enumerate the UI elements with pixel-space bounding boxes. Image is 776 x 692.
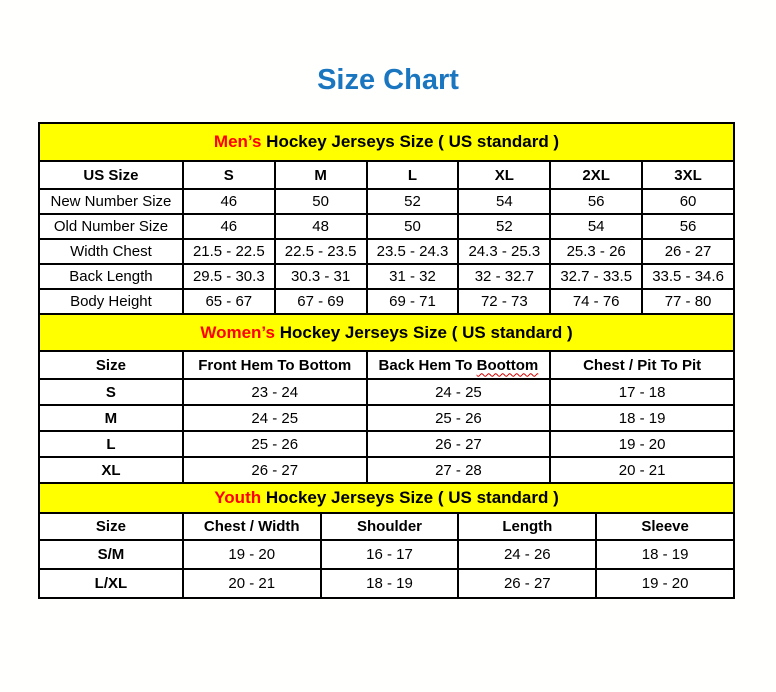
size-value-cell: 19 - 20 [596,569,734,598]
size-value-cell: 67 - 69 [275,289,367,314]
youth-row [39,569,734,598]
womens-row [39,457,734,483]
mens-column-header: 2XL [550,161,642,189]
size-value-cell: 27 - 28 [367,457,551,483]
youth-section [38,482,735,599]
size-value-cell: 19 - 20 [183,540,321,569]
mens-size-table [38,160,735,315]
womens-column-header: Chest / Pit To Pit [550,351,734,379]
youth-row [39,540,734,569]
size-value-cell: 22.5 - 23.5 [275,239,367,264]
womens-section [38,313,735,484]
youth-column-header: Size [39,513,183,540]
youth-section-heading [38,482,735,514]
size-value-cell: 46 [183,189,275,214]
womens-section-heading [38,313,735,352]
size-value-cell: 32.7 - 33.5 [550,264,642,289]
mens-column-header: L [367,161,459,189]
size-value-cell: 19 - 20 [550,431,734,457]
size-value-cell: 65 - 67 [183,289,275,314]
row-label: L/XL [39,569,183,598]
youth-heading-accent: Youth [214,488,262,507]
size-value-cell: 18 - 19 [550,405,734,431]
row-label: XL [39,457,183,483]
column-header-text: Back Hem To [378,356,477,374]
row-label: Back Length [39,264,183,289]
page-title: Size Chart [317,64,459,96]
size-value-cell: 72 - 73 [458,289,550,314]
size-value-cell: 24 - 25 [367,379,551,405]
mens-row [39,239,734,264]
mens-row [39,214,734,239]
row-label: Width Chest [39,239,183,264]
womens-column-header [367,351,551,379]
row-label: New Number Size [39,189,183,214]
size-value-cell: 18 - 19 [321,569,459,598]
youth-heading-rest: Hockey Jerseys Size ( US standard ) [261,488,559,507]
mens-row [39,189,734,214]
size-value-cell: 56 [550,189,642,214]
size-value-cell: 17 - 18 [550,379,734,405]
mens-column-header: M [275,161,367,189]
size-value-cell: 50 [275,189,367,214]
womens-size-table [38,350,735,484]
size-value-cell: 69 - 71 [367,289,459,314]
size-value-cell: 20 - 21 [550,457,734,483]
youth-column-header: Sleeve [596,513,734,540]
size-value-cell: 56 [642,214,734,239]
size-value-cell: 23 - 24 [183,379,367,405]
size-value-cell: 46 [183,214,275,239]
size-value-cell: 25 - 26 [367,405,551,431]
mens-row [39,289,734,314]
size-value-cell: 24 - 25 [183,405,367,431]
misspelled-word: Boottom [476,356,539,374]
row-label: Body Height [39,289,183,314]
mens-header-row [39,161,734,189]
womens-row [39,431,734,457]
row-label: M [39,405,183,431]
size-value-cell: 18 - 19 [596,540,734,569]
row-label: S [39,379,183,405]
size-value-cell: 30.3 - 31 [275,264,367,289]
womens-header-row [39,351,734,379]
mens-column-header: 3XL [642,161,734,189]
youth-column-header: Shoulder [321,513,459,540]
size-value-cell: 48 [275,214,367,239]
size-value-cell: 54 [550,214,642,239]
womens-heading-rest: Hockey Jerseys Size ( US standard ) [274,323,573,342]
row-label: L [39,431,183,457]
size-value-cell: 32 - 32.7 [458,264,550,289]
womens-row [39,405,734,431]
size-value-cell: 52 [458,214,550,239]
mens-section [38,122,735,315]
youth-column-header: Chest / Width [183,513,321,540]
size-value-cell: 24.3 - 25.3 [458,239,550,264]
size-value-cell: 52 [367,189,459,214]
size-value-cell: 26 - 27 [642,239,734,264]
size-value-cell: 24 - 26 [458,540,596,569]
mens-column-header: XL [458,161,550,189]
size-value-cell: 26 - 27 [458,569,596,598]
youth-column-header: Length [458,513,596,540]
youth-size-table [38,512,735,599]
womens-column-header: Size [39,351,183,379]
size-value-cell: 16 - 17 [321,540,459,569]
mens-heading-accent: Men’s [213,132,262,151]
mens-row [39,264,734,289]
mens-heading-rest: Hockey Jerseys Size ( US standard ) [261,132,560,151]
row-label: Old Number Size [39,214,183,239]
youth-header-row [39,513,734,540]
size-value-cell: 33.5 - 34.6 [642,264,734,289]
size-value-cell: 26 - 27 [183,457,367,483]
size-value-cell: 26 - 27 [367,431,551,457]
size-chart-tables [38,122,735,599]
size-value-cell: 74 - 76 [550,289,642,314]
size-value-cell: 54 [458,189,550,214]
size-value-cell: 60 [642,189,734,214]
mens-column-header: S [183,161,275,189]
size-value-cell: 29.5 - 30.3 [183,264,275,289]
womens-row [39,379,734,405]
womens-heading-accent: Women’s [200,323,275,342]
row-label: S/M [39,540,183,569]
size-value-cell: 31 - 32 [367,264,459,289]
mens-column-header: US Size [39,161,183,189]
womens-column-header: Front Hem To Bottom [183,351,367,379]
size-value-cell: 21.5 - 22.5 [183,239,275,264]
size-value-cell: 20 - 21 [183,569,321,598]
size-value-cell: 25 - 26 [183,431,367,457]
size-value-cell: 25.3 - 26 [550,239,642,264]
size-value-cell: 77 - 80 [642,289,734,314]
size-value-cell: 23.5 - 24.3 [367,239,459,264]
size-value-cell: 50 [367,214,459,239]
mens-section-heading [38,122,735,162]
